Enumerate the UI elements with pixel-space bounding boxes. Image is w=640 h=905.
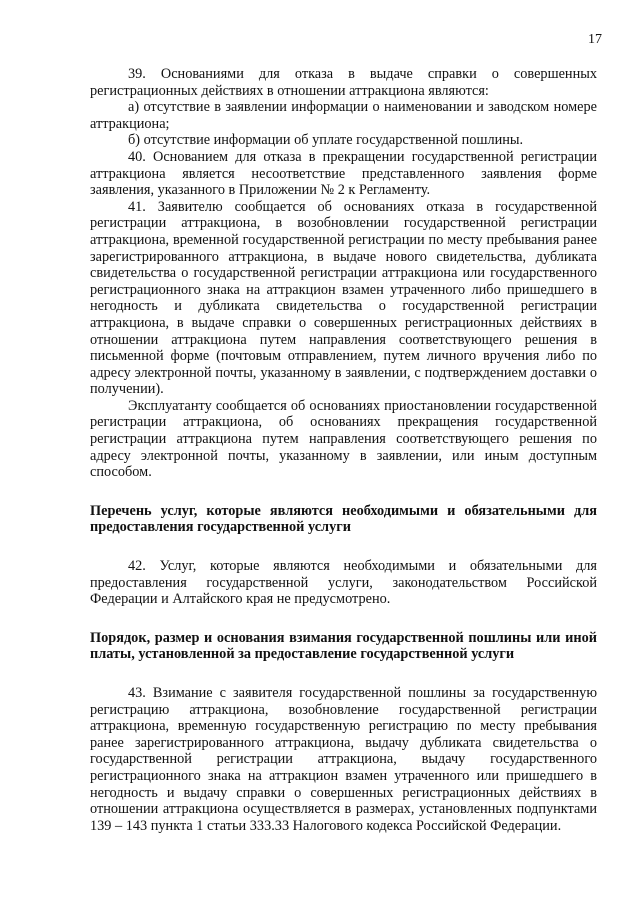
- document-body: [90, 66, 597, 834]
- paragraph-40: 40. Основанием для отказа в прекращении государственной регистрации аттракциона является несоответствие представленного заявления форме заявления, указанного в Приложении № 2 к Регламенту.: [90, 148, 597, 199]
- paragraph-39: 39. Основаниями для отказа в выдаче справки о совершенных регистрационных действиях в отношении аттракциона являются:: [90, 66, 597, 99]
- paragraph-42: 42. Услуг, которые являются необходимыми и обязательными для предоставления государственной услуги, законодательством Российской Федерации и Алтайского края не предусмотрено.: [90, 558, 597, 608]
- section-heading-services: Перечень услуг, которые являются необходимыми и обязательными для предоставления государственной услуги: [90, 502, 597, 536]
- paragraph-39-b: б) отсутствие информации об уплате государственной пошлины.: [128, 132, 524, 149]
- paragraph-43: 43. Взимание с заявителя государственной пошлины за государственную регистрацию аттракциона, возобновление государственной регистрации аттракциона, временную государственную регистрацию по месту пребывания ранее зарегистрированного аттракциона, выдачу дубликата свидетельства о государственной регистрации аттракциона, выдачу государственного регистрационного знака на аттракцион взамен утраченного или пришедшего в негодность и выдачу справки о совершенных регистрационных действиях в отношении аттракциона осуществляется в размерах, установленных подпунктами 139 – 143 пункта 1 статьи 333.33 Налогового кодекса Российской Федерации.: [90, 685, 597, 834]
- section-heading-fees: Порядок, размер и основания взимания государственной пошлины или иной платы, установленной за предоставление государственной услуги: [90, 629, 597, 663]
- paragraph-39-a: а) отсутствие в заявлении информации о наименовании и заводском номере аттракциона;: [90, 99, 597, 132]
- page-number: 17: [588, 32, 602, 47]
- paragraph-41: 41. Заявителю сообщается об основаниях отказа в государственной регистрации аттракциона, в возобновлении государственной регистрации аттракциона, временной государственной регистрации по месту пребывания ранее зарегистрированного аттракциона, в выдаче нового свидетельства, дубликата свидетельства о государственной регистрации аттракциона или государственного регистрационного знака на аттракцион взамен утраченного либо пришедшего в негодность и дубликата свидетельства о государственной регистрации аттракциона, в выдаче справки о совершенных регистрационных действиях в отношении аттракциона путем направления соответствующего решения в письменной форме (почтовым отправлением, путем личного вручения либо по адресу электронной почты, указанному в заявлении, с подтверждением доставки о получении).: [90, 198, 597, 398]
- paragraph-operator-notice: Эксплуатанту сообщается об основаниях приостановлении государственной регистрации аттракциона, об основаниях прекращения государственной регистрации аттракциона путем направления соответствующего решения по адресу электронной почты, указанному в заявлении, или иным доступным способом.: [90, 397, 597, 481]
